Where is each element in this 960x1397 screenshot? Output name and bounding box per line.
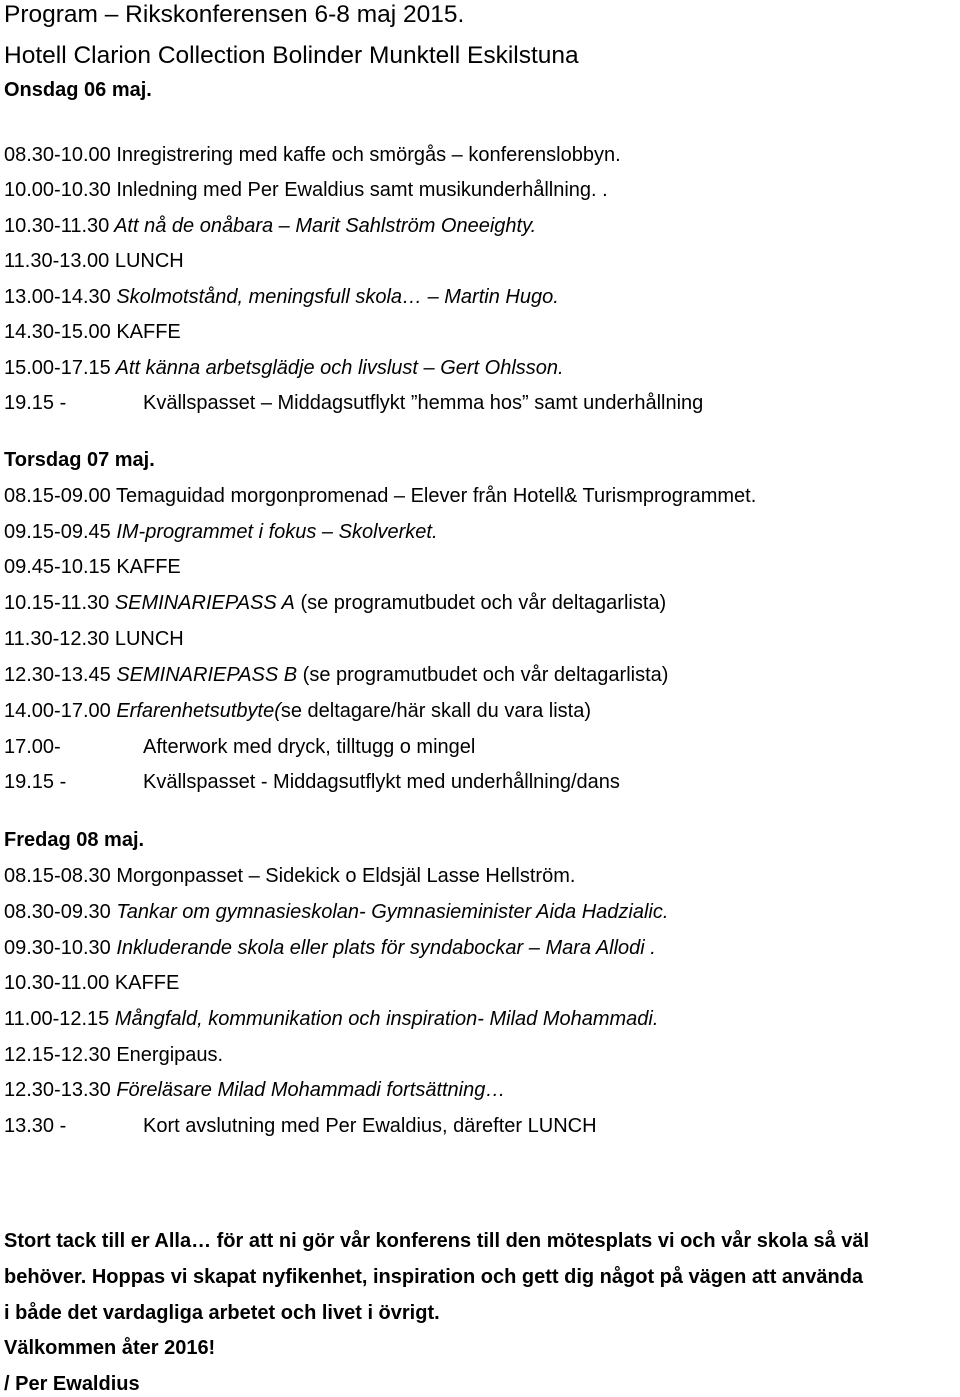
item-time: 19.15 - [4,392,67,414]
item-text: Temaguidad morgonpromenad – Elever från Hotell& Turismprogrammet. [110,485,757,507]
item-text-italic: SEMINARIEPASS A [109,592,295,614]
item-text: LUNCH [109,250,184,272]
schedule-item [4,735,476,759]
schedule-item [4,520,438,544]
schedule-item [4,591,666,615]
schedule-item [4,663,668,687]
signature: / Per Ewaldius [4,1373,140,1395]
item-text: Inledning med Per Ewaldius samt musikunderhållning. . [110,179,608,201]
schedule-item [4,285,559,309]
item-text-italic: Att nå de onåbara – Marit Sahlström Oneeighty. [109,215,537,237]
document-title: Program – Rikskonferensen 6-8 maj 2015. [4,1,465,28]
item-time: 10.00-10.30 [4,179,111,201]
item-time: 08.30-10.00 [4,144,111,166]
welcome-line: Välkommen åter 2016! [4,1337,216,1359]
schedule-item [4,320,181,344]
closing-line: behöver. Hoppas vi skapat nyfikenhet, inspiration och gett dig något på vägen att använda [4,1266,864,1288]
day-heading-wednesday: Onsdag 06 maj. [4,79,152,101]
item-text: Kort avslutning med Per Ewaldius, därefter LUNCH [143,1115,597,1137]
item-time: 13.30 - [4,1115,67,1137]
item-text-italic: Skolmotstånd, meningsfull skola… – Martin Hugo. [110,286,559,308]
item-text-italic: SEMINARIEPASS B [110,664,298,686]
item-text: Energipaus. [110,1044,224,1066]
item-text: KAFFE [109,972,180,994]
item-time: 14.00-17.00 [4,700,111,722]
day-heading-thursday: Torsdag 07 maj. [4,449,155,471]
item-text: Kvällspasset – Middagsutflykt ”hemma hos” samt underhållning [143,392,704,414]
schedule-item [4,178,608,202]
schedule-item [4,391,704,415]
item-text: KAFFE [110,556,181,578]
item-time: 12.30-13.30 [4,1079,111,1101]
schedule-item [4,936,656,960]
item-text: (se programutbudet och vår deltagarlista) [294,592,667,614]
item-time: 11.30-13.00 [4,250,110,272]
item-time: 10.30-11.00 [4,972,110,994]
item-time: 09.45-10.15 [4,556,111,578]
schedule-item [4,699,591,723]
day-heading-friday: Fredag 08 maj. [4,829,145,851]
item-time: 15.00-17.15 [4,357,111,379]
schedule-item [4,864,575,888]
item-time: 12.15-12.30 [4,1044,111,1066]
closing-line: i både det vardagliga arbetet och livet i övrigt. [4,1302,440,1324]
schedule-item [4,770,620,794]
venue-line: Hotell Clarion Collection Bolinder Munktell Eskilstuna [4,42,579,69]
item-text: se deltagare/här skall du vara lista) [280,700,592,722]
item-text-italic: Tankar om gymnasieskolan- Gymnasieminister Aida Hadzialic. [110,901,669,923]
schedule-item [4,1078,505,1102]
schedule-item [4,1043,223,1067]
schedule-item [4,900,668,924]
item-time: 09.30-10.30 [4,937,111,959]
item-time: 12.30-13.45 [4,664,111,686]
schedule-item [4,249,184,273]
item-text: Morgonpasset – Sidekick o Eldsjäl Lasse Hellström. [110,865,576,887]
item-text-italic: Att känna arbetsglädje och livslust – Gert Ohlsson. [110,357,564,379]
schedule-item [4,214,536,238]
item-time: 10.30-11.30 [4,215,110,237]
schedule-item [4,971,179,995]
schedule-item [4,143,621,167]
item-text: Inregistrering med kaffe och smörgås – konferenslobbyn. [110,144,621,166]
schedule-item [4,627,184,651]
item-time: 11.00-12.15 [4,1008,110,1030]
item-time: 08.15-08.30 [4,865,111,887]
item-time: 09.15-09.45 [4,521,111,543]
item-text-italic: Föreläsare Milad Mohammadi fortsättning… [110,1079,506,1101]
item-text-italic: IM-programmet i fokus – Skolverket. [110,521,438,543]
item-time: 08.15-09.00 [4,485,111,507]
schedule-item [4,356,564,380]
item-text-italic: Inkluderande skola eller plats för syndabockar – Mara Allodi . [110,937,656,959]
item-time: 13.00-14.30 [4,286,111,308]
closing-line: Stort tack till er Alla… för att ni gör vår konferens till den mötesplats vi och vår skola så väl [4,1230,870,1252]
schedule-item [4,555,181,579]
schedule-item [4,1007,658,1031]
item-time: 19.15 - [4,771,67,793]
item-text: Kvällspasset - Middagsutflykt med underhållning/dans [143,771,620,793]
item-text-italic: Mångfald, kommunikation och inspiration- Milad Mohammadi. [109,1008,659,1030]
schedule-item [4,484,756,508]
item-time: 17.00- [4,736,61,758]
schedule-item [4,1114,597,1138]
item-time: 10.15-11.30 [4,592,110,614]
item-time: 11.30-12.30 [4,628,110,650]
item-time: 08.30-09.30 [4,901,111,923]
item-text-italic: Erfarenhetsutbyte( [110,700,281,722]
item-text: LUNCH [109,628,184,650]
item-time: 14.30-15.00 [4,321,111,343]
item-text: (se programutbudet och vår deltagarlista) [297,664,669,686]
item-text: Afterwork med dryck, tilltugg o mingel [143,736,476,758]
item-text: KAFFE [110,321,181,343]
